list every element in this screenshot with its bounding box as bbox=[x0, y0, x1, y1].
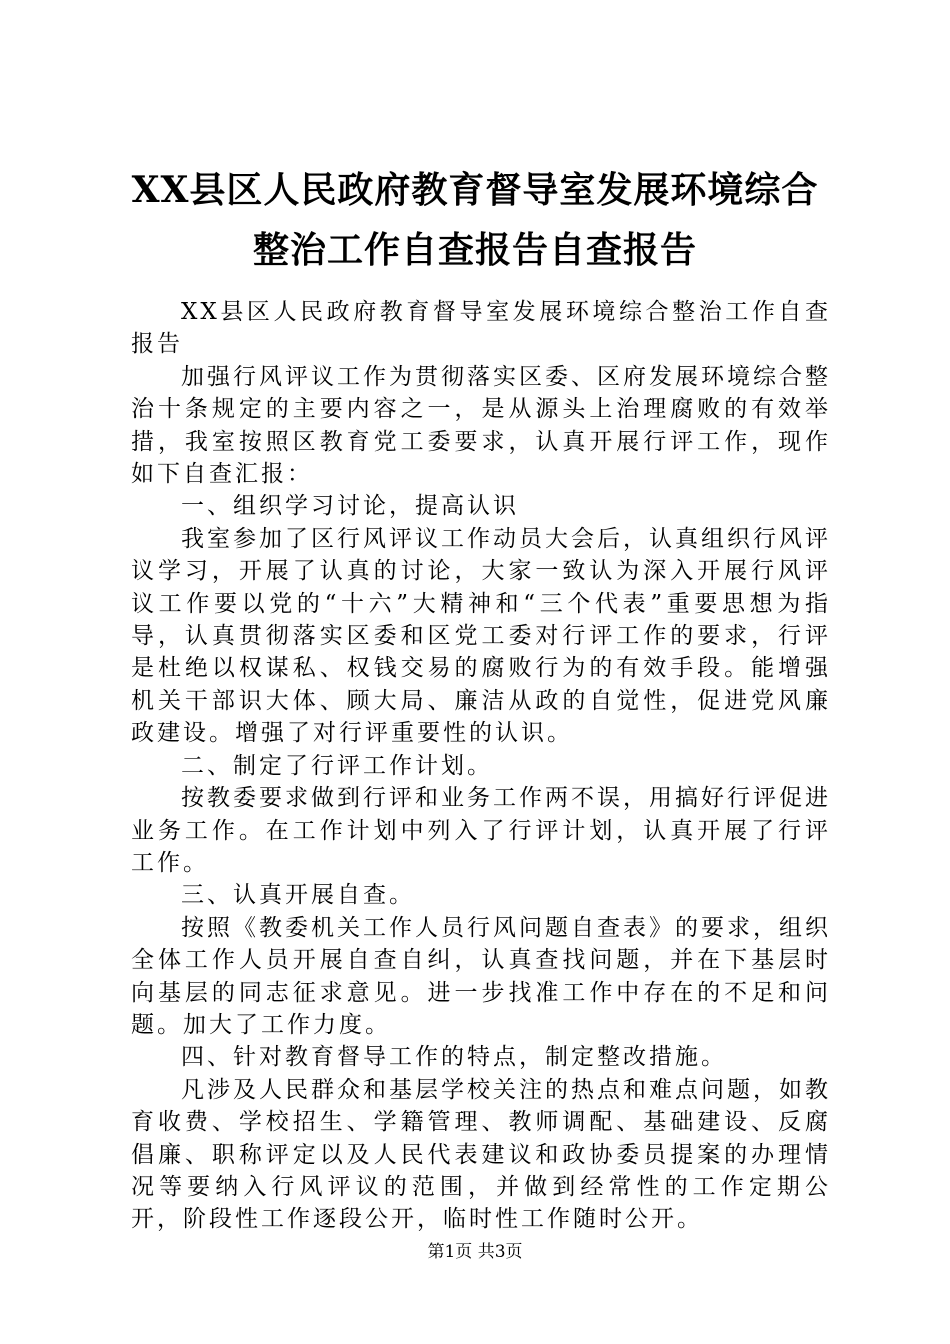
intro-paragraph: 加强行风评议工作为贯彻落实区委、区府发展环境综合整治十条规定的主要内容之一，是从源头上治理腐败的有效举措，我室按照区教育党工委要求，认真开展行评工作，现作如下自查汇报： bbox=[131, 363, 831, 488]
section-heading-1: 一、组织学习讨论，提高认识 bbox=[181, 493, 519, 520]
document-title: XX县区人民政府教育督导室发展环境综合整治工作自查报告自查报告 bbox=[131, 169, 819, 271]
section-1-paragraph: 我室参加了区行风评议工作动员大会后，认真组织行风评议学习，开展了认真的讨论，大家一致认为深入开展行风评议工作要以党的“十六”大精神和“三个代表”重要思想为指导，认真贯彻落实区委和区党工委对行评工作的要求，行评是杜绝以权谋私、权钱交易的腐败行为的有效手段。能增强机关干部识大体、顾大局、廉洁从政的自觉性，促进党风廉政建设。增强了对行评重要性的认识。 bbox=[131, 525, 831, 747]
section-heading-4: 四、针对教育督导工作的特点，制定整改措施。 bbox=[181, 1044, 727, 1071]
page-footer: 第1页 共3页 bbox=[427, 1242, 523, 1262]
section-heading-3: 三、认真开展自查。 bbox=[181, 882, 415, 909]
section-heading-2: 二、制定了行评工作计划。 bbox=[181, 752, 493, 779]
document-body bbox=[131, 296, 831, 1236]
subtitle-paragraph: XX县区人民政府教育督导室发展环境综合整治工作自查报告 bbox=[131, 299, 831, 358]
section-2-paragraph: 按教委要求做到行评和业务工作两不误，用搞好行评促进业务工作。在工作计划中列入了行评计划，认真开展了行评工作。 bbox=[131, 785, 831, 876]
section-4-paragraph: 凡涉及人民群众和基层学校关注的热点和难点问题，如教育收费、学校招生、学籍管理、教师调配、基础建设、反腐倡廉、职称评定以及人民代表建议和政协委员提案的办理情况等要纳入行风评议的范围，并做到经常性的工作定期公开，阶段性工作逐段公开，临时性工作随时公开。 bbox=[131, 1076, 831, 1233]
section-3-paragraph: 按照《教委机关工作人员行风问题自查表》的要求，组织全体工作人员开展自查自纠，认真查找问题，并在下基层时向基层的同志征求意见。进一步找准工作中存在的不足和问题。加大了工作力度。 bbox=[131, 914, 831, 1038]
